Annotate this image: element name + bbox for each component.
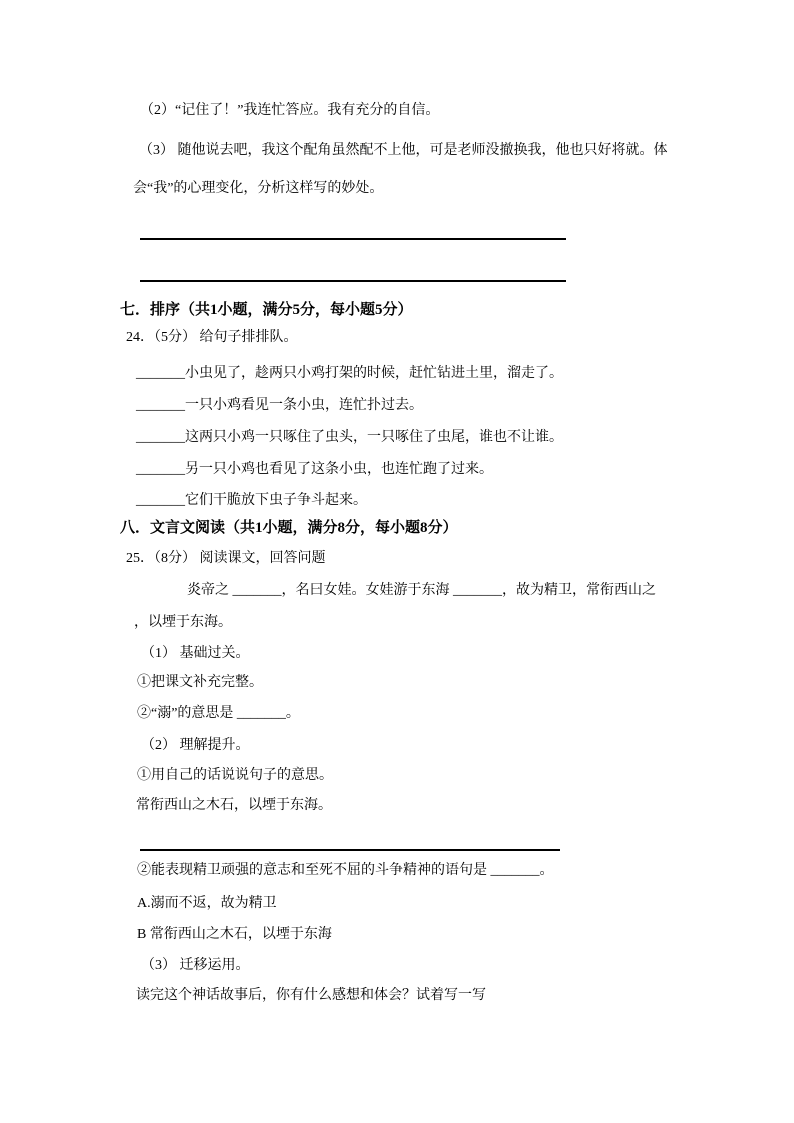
- q23-part2-text: （2）“记住了！”我连忙答应。我有充分的自信。: [140, 103, 440, 118]
- answer-line-1: [140, 238, 566, 240]
- q25-sub1-item2: ②“溺”的意思是 _______。: [137, 706, 300, 721]
- q24-sentence-4: _______另一只小鸡也看见了这条小虫，也连忙跑了过来。: [136, 462, 493, 477]
- q25-sub2-item2: ②能表现精卫顽强的意志和至死不屈的斗争精神的语句是 _______。: [137, 863, 554, 878]
- q25-sub1-title: （1） 基础过关。: [141, 646, 250, 661]
- q25-sub2-title: （2） 理解提升。: [141, 738, 250, 753]
- section7-heading: 七．排序（共1小题，满分5分，每小题5分）: [120, 302, 413, 318]
- q25-sub3-title: （3） 迁移运用。: [141, 958, 250, 973]
- q25-sub2-sentence: 常衔西山之木石，以堙于东海。: [136, 798, 332, 813]
- answer-line-2: [140, 280, 566, 282]
- q25-option-b: B 常衔西山之木石，以堙于东海: [137, 927, 332, 942]
- q25-stem: 25．（8分） 阅读课文，回答问题: [126, 551, 326, 566]
- answer-line-3: [140, 849, 560, 851]
- q25-sub3-prompt: 读完这个神话故事后，你有什么感想和体会？试着写一写: [136, 988, 486, 1003]
- q25-sub2-item1: ①用自己的话说说句子的意思。: [137, 768, 333, 783]
- q24-sentence-5: _______它们干脆放下虫子争斗起来。: [136, 493, 367, 508]
- q24-sentence-1: _______小虫见了，趁两只小鸡打架的时候，赶忙钻进土里，溜走了。: [136, 366, 563, 381]
- q25-passage-line2: ，以堙于东海。: [134, 615, 232, 630]
- q25-option-a: A.溺而不返，故为精卫: [137, 896, 277, 911]
- q25-passage-line1: 炎帝之 _______，名曰女娃。女娃游于东海 _______，故为精卫，常衔西山之: [187, 583, 656, 598]
- section8-heading: 八．文言文阅读（共1小题，满分8分，每小题8分）: [120, 520, 458, 536]
- q24-sentence-3: _______这两只小鸡一只啄住了虫头，一只啄住了虫尾，谁也不让谁。: [136, 430, 563, 445]
- q23-part3-text-line2: 会“我”的心理变化，分析这样写的妙处。: [133, 181, 384, 196]
- q24-stem: 24．（5分） 给句子排排队。: [126, 330, 298, 345]
- q23-part3-text-line1: （3） 随他说去吧，我这个配角虽然配不上他，可是老师没撤换我，他也只好将就。体: [139, 143, 668, 158]
- q24-sentence-2: _______一只小鸡看见一条小虫，连忙扑过去。: [136, 398, 423, 413]
- q25-sub1-item1: ①把课文补充完整。: [137, 675, 263, 690]
